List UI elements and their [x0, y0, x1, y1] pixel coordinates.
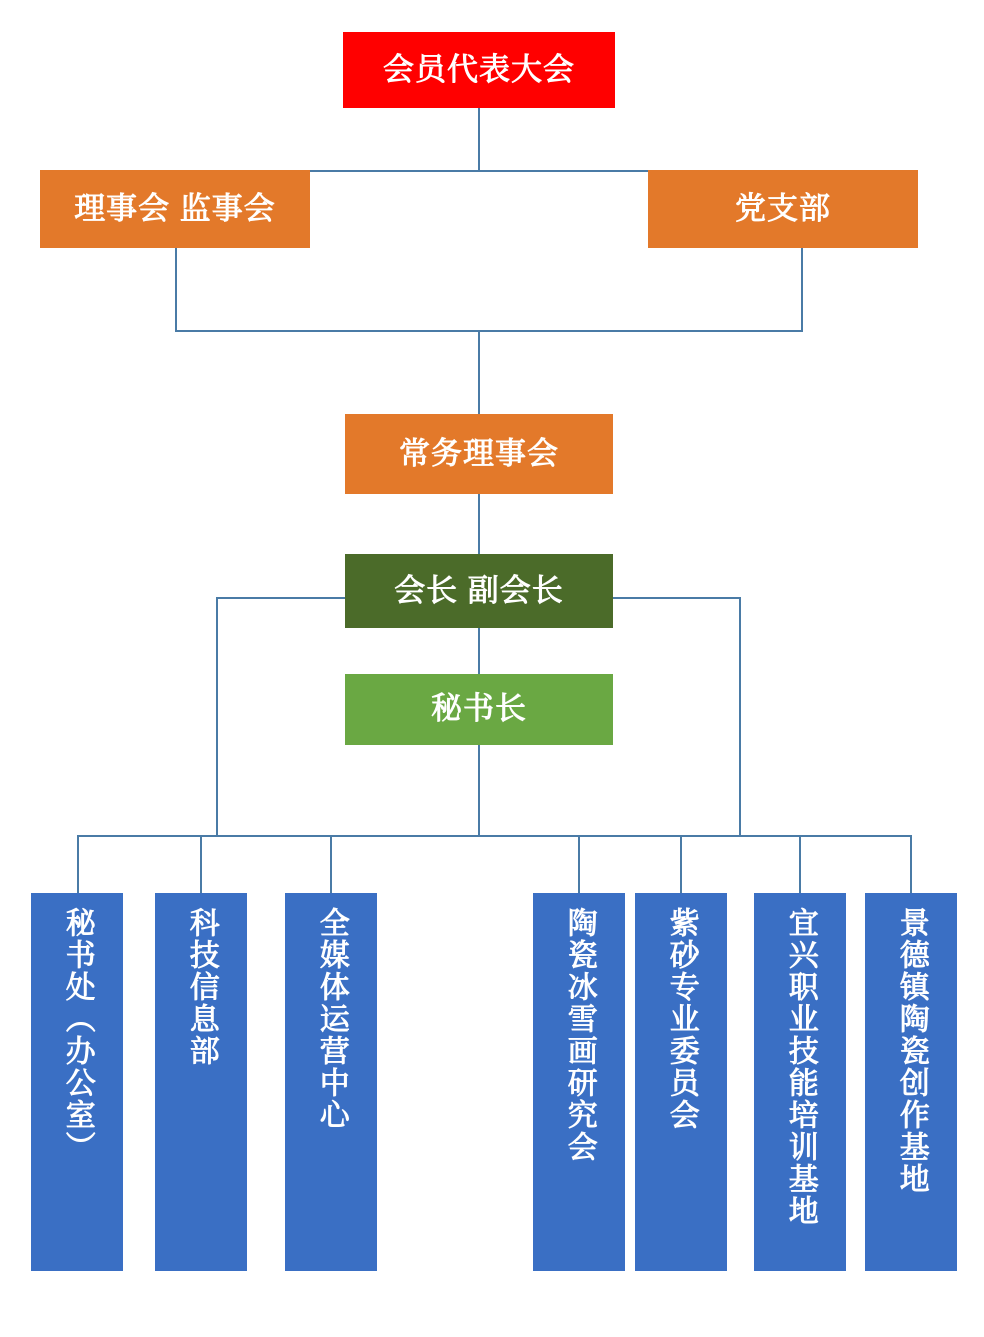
- connector-president-left-down: [216, 597, 218, 835]
- connector-party-down: [801, 248, 803, 330]
- node-yixing-training-base[interactable]: [754, 893, 846, 1271]
- node-office[interactable]: [31, 893, 123, 1271]
- node-president[interactable]: [345, 554, 613, 628]
- node-board-label: 理事会 监事会: [74, 190, 276, 226]
- connector-president-left: [216, 597, 348, 599]
- node-standing-board-label: 常务理事会: [399, 435, 559, 471]
- node-assembly-label: 会员代表大会: [383, 51, 575, 87]
- node-office-label: 秘书处（办公室）: [60, 907, 94, 1163]
- node-secretary-general-label: 秘书长: [431, 691, 527, 727]
- connector-to-standing: [478, 330, 480, 414]
- node-snow-painting-society[interactable]: [533, 893, 625, 1271]
- node-jingdezhen-base[interactable]: [865, 893, 957, 1271]
- connector-drop-office: [77, 835, 79, 893]
- node-party[interactable]: [648, 170, 918, 248]
- connector-drop-tech: [200, 835, 202, 893]
- node-secretary-general[interactable]: [345, 674, 613, 745]
- node-board[interactable]: [40, 170, 310, 248]
- node-assembly[interactable]: [343, 32, 615, 108]
- node-standing-board[interactable]: [345, 414, 613, 494]
- connector-secgen-down: [478, 745, 480, 835]
- connector-drop-jingdezhen: [910, 835, 912, 893]
- node-president-label: 会长 副会长: [394, 572, 564, 608]
- connector-president-right-down: [739, 597, 741, 835]
- node-party-label: 党支部: [735, 190, 831, 226]
- node-zisha-committee-label: 紫砂专业委员会: [664, 907, 698, 1131]
- node-zisha-committee[interactable]: [635, 893, 727, 1271]
- node-media-center[interactable]: [285, 893, 377, 1271]
- node-tech-info[interactable]: [155, 893, 247, 1271]
- node-yixing-training-base-label: 宜兴职业技能培训基地: [783, 907, 817, 1227]
- connector-drop-yixing: [799, 835, 801, 893]
- connector-drop-zisha: [680, 835, 682, 893]
- connector-merge-bus: [175, 330, 803, 332]
- connector-standing-president: [478, 494, 480, 554]
- connector-president-secgen: [478, 628, 480, 674]
- connector-assembly-down: [478, 108, 480, 170]
- connector-drop-snowpaint: [578, 835, 580, 893]
- connector-drop-media: [330, 835, 332, 893]
- connector-board-down: [175, 248, 177, 330]
- node-tech-info-label: 科技信息部: [184, 907, 218, 1067]
- node-jingdezhen-base-label: 景德镇陶瓷创作基地: [894, 907, 928, 1195]
- node-snow-painting-society-label: 陶瓷冰雪画研究会: [562, 907, 596, 1163]
- node-media-center-label: 全媒体运营中心: [314, 907, 348, 1131]
- connector-president-right: [613, 597, 741, 599]
